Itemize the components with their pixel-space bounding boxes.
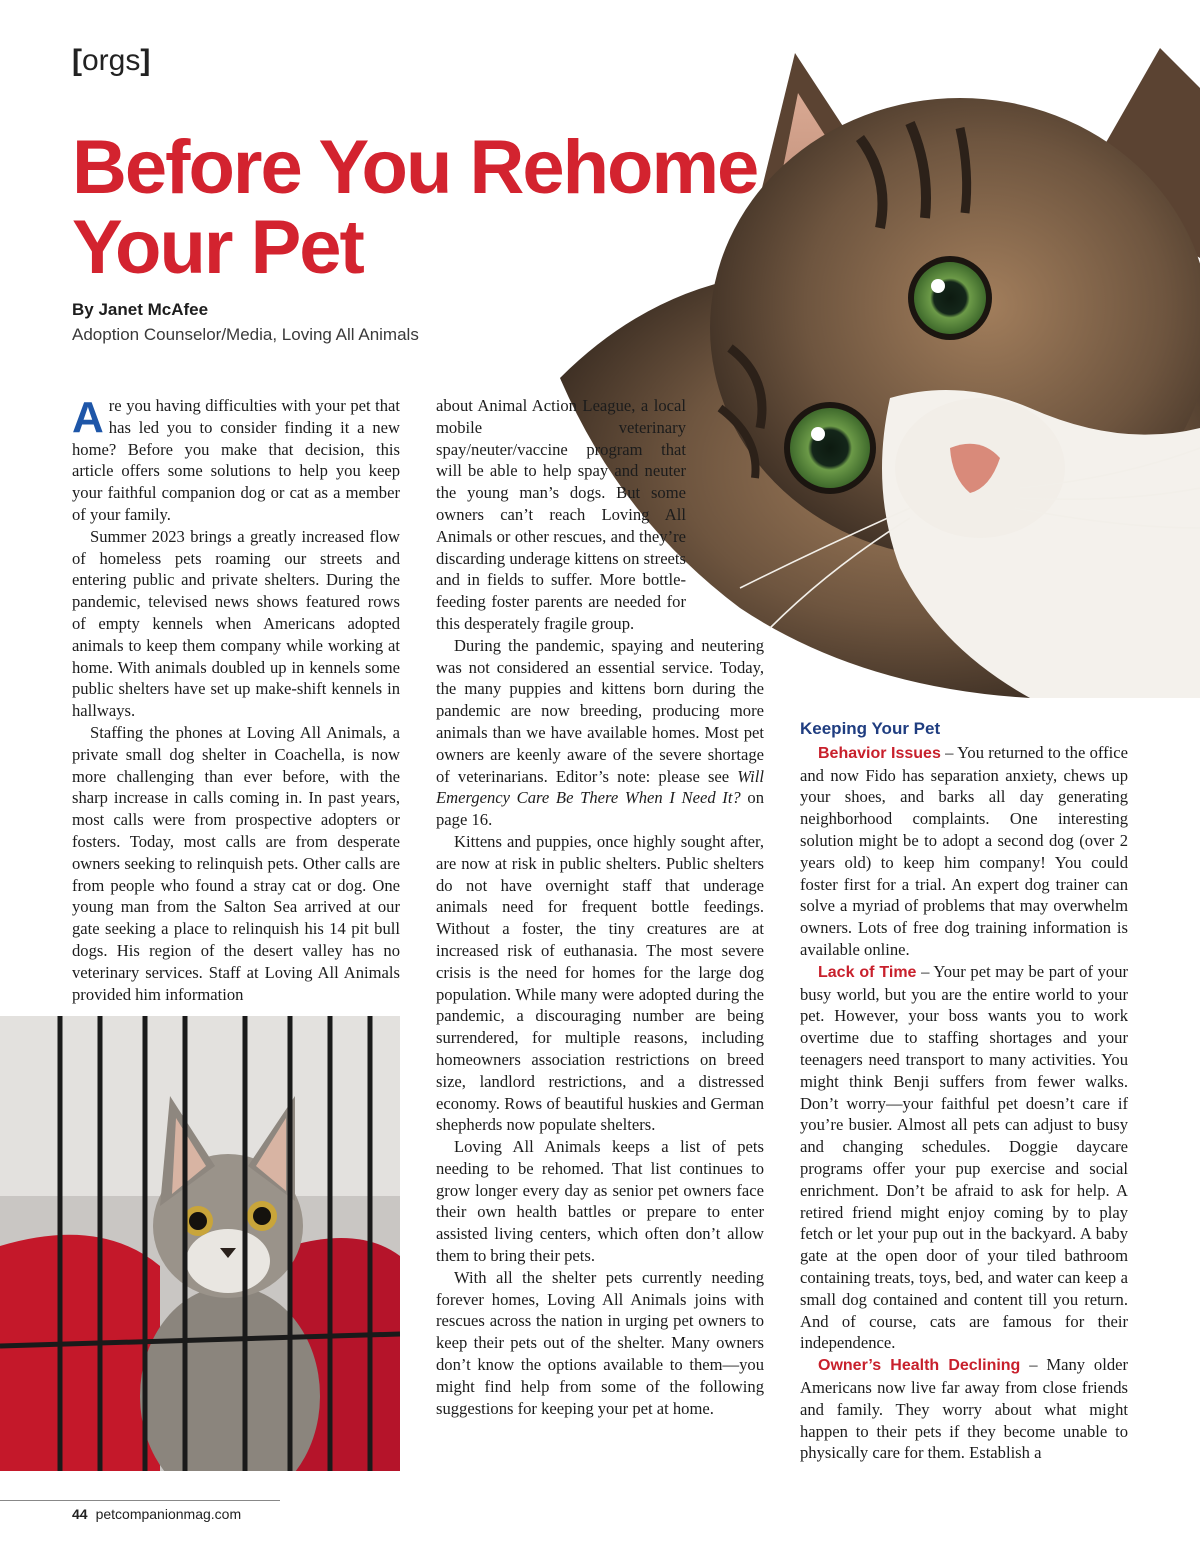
behavior-issues-text: – You returned to the office and now Fido has separation anxiety, chews up your shoes, and barks all day generating neighborhood complaints. One interesting solution might be to adopt a second dog (over 2 years old) to keep him company! You could foster first for a trial. An expert dog trainer can solve a myriad of problems that may overwhelm owners. Lots of free dog training information is available online. bbox=[800, 742, 1128, 959]
lack-of-time-label: Lack of Time bbox=[818, 963, 917, 981]
page-number: 44 bbox=[72, 1506, 88, 1522]
footer-rule bbox=[0, 1500, 280, 1501]
drop-cap: A bbox=[72, 393, 104, 442]
lack-of-time-paragraph bbox=[800, 961, 1128, 1354]
paragraph-4-end: on page 16. bbox=[436, 788, 764, 830]
owner-health-text: – Many older Americans now live far away from close friends and family. They worry about what might happen to their pets if they become unable to physically care for them. Establish a bbox=[800, 1355, 1129, 1463]
article-reference: Will Emergency Care Be There When I Need It? bbox=[436, 766, 764, 808]
article-headline: Before You Rehome Your Pet bbox=[72, 125, 758, 290]
kitten-cage-icon bbox=[0, 1016, 400, 1471]
paragraph-1 bbox=[72, 395, 400, 526]
lack-of-time-text: – Your pet may be part of your busy world, but you are the entire world to your pet. However, your boss wants you to work overtime due to staffing shortages and your teenagers need transport to many activities. You might think Benji suffers from fewer walks. Don’t worry—your faithful pet doesn’t care if you’re busier. Almost all pets can adjust to busy and changing schedules. Doggie daycare programs offer your pup exercise and social enrichment. Don’t be afraid to ask for help. A retired friend might enjoy coming by to play fetch or let your pup out in the backyard. A baby gate at the open door of your tiled bathroom containing treats, toys, bed, and water can keep a small dog contained and content till you return. And of course, cats are famous for their independence. bbox=[800, 961, 1129, 1353]
behavior-issues-label: Behavior Issues bbox=[818, 744, 941, 762]
paragraph-5: Kittens and puppies, once highly sought after, are now at risk in public shelters. Public shelters do not have overnight staff that underage animals need for frequent bottle feedings. Without a foster, the tiny creatures are at increased risk of euthanasia. The most severe crisis is the need for homes for the large dog population. While many were adopted during the pandemic, a discouraging number are being surrendered, for multiple reasons, including homeowners association restrictions on breed size, landlord restrictions, and a distressed economy. Rows of beautiful huskies and German shepherds now populate shelters. bbox=[436, 831, 764, 1135]
article-column-3 bbox=[800, 718, 1128, 1464]
page-footer bbox=[72, 1506, 241, 1522]
article-column-2 bbox=[436, 395, 764, 1419]
byline-role: Adoption Counselor/Media, Loving All Animals bbox=[72, 325, 419, 344]
footer-site: petcompanionmag.com bbox=[95, 1506, 242, 1522]
owner-health-paragraph bbox=[800, 1354, 1128, 1464]
paragraph-4-text: During the pandemic, spaying and neutering was not considered an essential service. Today, the many puppies and kittens born during the pandemic are now breeding, producing more animals than we have available homes. Most pet owners are keenly aware of the severe shortage of veterinarians. Editor’s note: please see bbox=[436, 635, 764, 786]
paragraph-1-text: re you having difficulties with your pet that has led you to consider finding it a new home? Before you make that decision, this article offers some solutions to help you keep your faithful companion dog or cat as a member of your family. bbox=[72, 396, 400, 524]
article-column-1 bbox=[72, 395, 400, 1005]
bracket-open: [ bbox=[72, 44, 82, 77]
paragraph-2: Summer 2023 brings a greatly increased flow of homeless pets roaming our streets and entering public and private shelters. During the pandemic, televised news shows featured rows of empty kennels when Americans adopted animals to keep them company while working at home. With animals doubled up in kennels some public shelters have set up make-shift kennels in hallways. bbox=[72, 526, 400, 721]
paragraph-7: With all the shelter pets currently needing forever homes, Loving All Animals joins with rescues across the nation in urging pet owners to keep their pets out of the shelter. Many owners don’t know the options available to them—you might find help from some of the following suggestions for keeping your pet at home. bbox=[436, 1267, 764, 1418]
paragraph-3-continued: about Animal Action League, a local mobile veterinary spay/neuter/vaccine program that will be able to help spay and neuter the young man’s dogs. But some owners can’t reach Loving All Animals or other rescues, and they’re discarding underage kittens on streets and in fields to suffer. More bottle-feeding foster parents are needed for this desperately fragile group. bbox=[436, 396, 686, 633]
section-subhead: Keeping Your Pet bbox=[800, 719, 941, 738]
paragraph-4 bbox=[436, 635, 764, 831]
byline: By Janet McAfee bbox=[72, 300, 209, 319]
owner-health-label: Owner’s Health Declining bbox=[818, 1357, 1021, 1375]
behavior-issues-paragraph bbox=[800, 742, 1128, 961]
paragraph-3: Staffing the phones at Loving All Animals, a private small dog shelter in Coachella, is now more challenging than ever before, with the sharp increase in calls coming in. In past years, most calls were from prospective adopters or fosters. Today, most calls are from desperate owners seeking to relinquish pets. Other calls are from people who found a stray cat or dog. One young man from the Salton Sea arrived at our gate seeking a place to relinquish his 14 pit bull dogs. His region of the desert valley has no veterinary services. Staff at Loving All Animals provided him information bbox=[72, 722, 400, 1004]
section-label: orgs bbox=[82, 44, 141, 77]
section-tag bbox=[72, 44, 150, 78]
paragraph-6: Loving All Animals keeps a list of pets needing to be rehomed. That list continues to grow longer every day as senior pet owners face their own health battles or prepare to enter assisted living centers, which often don’t allow them to bring their pets. bbox=[436, 1137, 764, 1266]
bracket-close: ] bbox=[140, 44, 151, 77]
